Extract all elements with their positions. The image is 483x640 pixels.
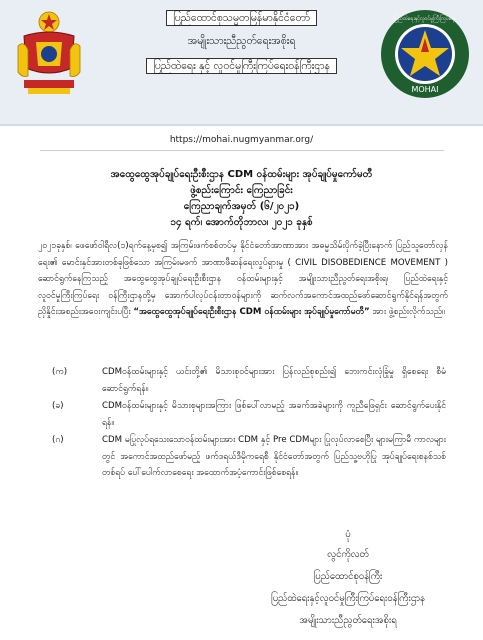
signature-mark: ပုံ	[345, 529, 351, 540]
body-paragraph: ၂၀၂၁ခုနှစ်၊ ဖေဖော်ဝါရီလ(၁)ရက်နေ့မှစ၍ အကြမ်းဖက်စစ်တပ်မှ နိုင်ငံတော်အာဏာအား အဓမ္မသိမ်းပိုက်ခဲ့ပြီးနောက် ပြည်သူတော်လှန်ရေး၏ မောင်းနှင်အားတစ်ခုဖြစ်သော အကြမ်းမဖက် အာဏာဖီဆန်ရေးလှုပ်ရှားမှု ( CIVIL DISOBEDIENCE MOVEMENT ) ဆောင်ရွက်နေကြသည့် အထွေထွေအုပ်ချုပ်ရေးဦးစီးဌာန ဝန်ထမ်းများနှင့် အမျိုးသားညီညွတ်ရေးအစိုးရ၊ ပြည်ထဲရေးနှင့်လူဝင်မှုကြီးကြပ်ရေး ဝန်ကြီးဌာနတို့မှ အောက်ပါလုပ်ငန်းတာဝန်များကို ဆက်လက်အကောင်အထည်ဖော်ဆောင်ရွက်နိုင်ရန်အတွက် ညှိနှိုင်းအစည်းအဝေးကျင်းပပြီး “အထွေထွေအုပ်ချုပ်ရေးဦးစီးဌာန CDM ဝန်ထမ်းများ အုပ်ချုပ်မှုကော်မတီ” အား ဖွဲ့စည်းလိုက်သည်။	[38, 241, 448, 318]
ministry-url[interactable]: https://mohai.nugmyanmar.org/	[169, 135, 314, 145]
letterhead-banner	[0, 0, 483, 126]
mohai-seal-icon	[379, 8, 471, 100]
doc-date: ၁၄ ရက်၊ အောက်တိုဘာလ၊ ၂၀၂၁ ခုနှစ်	[170, 217, 313, 228]
header-line-ministry: ပြည်ထဲရေး နှင့် လူဝင်မှုကြီးကြပ်ရေးဝန်ကြီးဌာန	[0, 58, 483, 74]
signatory-title: ပြည်ထောင်စုဝန်ကြီး	[313, 571, 383, 582]
signatory-name: လွင်ကိုလတ်	[327, 549, 369, 560]
doc-subtitle: ဖွဲ့စည်းကြောင်း ကြေညာခြင်း	[190, 185, 293, 196]
committee-name: “အထွေထွေအုပ်ချုပ်ရေးဦးစီးဌာန CDM ဝန်ထမ်းများ အုပ်ချုပ်မှုကော်မတီ”	[133, 307, 370, 318]
doc-title: အထွေထွေအုပ်ချုပ်ရေးဦးစီးဌာန CDM ဝန်ထမ်းများ အုပ်ချုပ်မှုကော်မတီ	[110, 169, 373, 180]
divider	[40, 150, 444, 151]
header-line-country: ပြည်ထောင်စုသမ္မတမြန်မာနိုင်ငံတော်	[0, 10, 483, 26]
announcement-number: ကြေညာချက်အမှတ် (၆/၂၀၂၁)	[183, 201, 300, 212]
signatory-government: အမျိုးသားညီညွတ်ရေးအစိုးရ	[299, 615, 397, 626]
seal-text-top: ပြည်ထဲရေးနှင့်လူဝင်မှုကြီးကြပ်ရေး	[394, 16, 456, 22]
seal-text-bottom: MOHAI	[411, 85, 439, 94]
signatory-ministry: ပြည်ထဲရေးနှင့်လူဝင်မှုကြီးကြပ်ရေးဝန်ကြီးဌာန	[271, 593, 425, 604]
header-line-government: အမျိုးသားညီညွတ်ရေးအစိုးရ	[187, 35, 296, 47]
